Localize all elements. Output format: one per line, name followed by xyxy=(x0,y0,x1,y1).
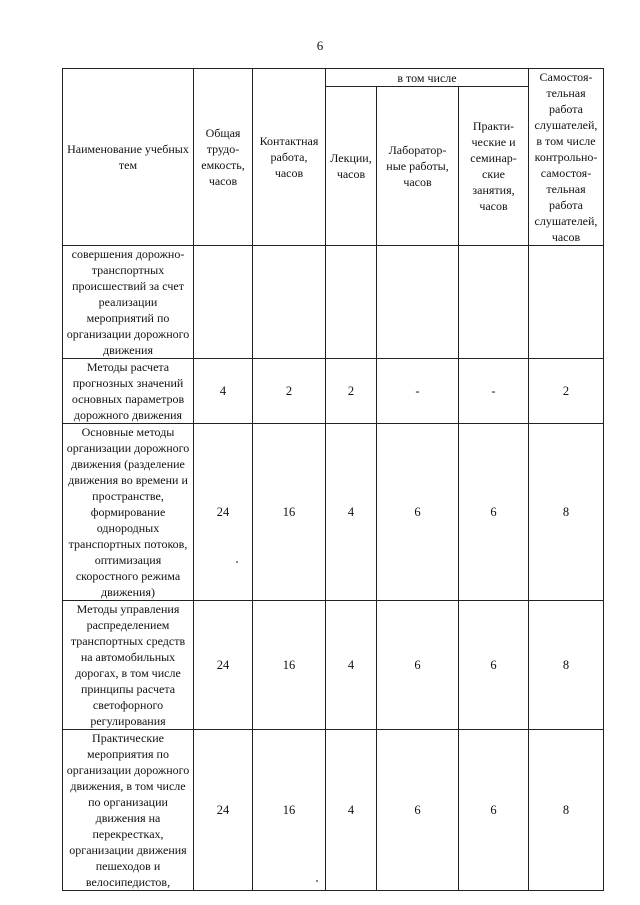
lectures-cell: 2 xyxy=(326,359,377,424)
lectures-cell: 4 xyxy=(326,424,377,601)
lab-cell: 6 xyxy=(377,424,459,601)
header-including: в том числе xyxy=(326,69,529,87)
practical-cell: 6 xyxy=(459,730,529,891)
lab-cell: 6 xyxy=(377,601,459,730)
table-row xyxy=(63,246,604,359)
lectures-cell: 4 xyxy=(326,601,377,730)
lab-cell xyxy=(377,246,459,359)
lab-cell: 6 xyxy=(377,730,459,891)
topic-cell: совершения дорожно-транспортных происшествий за счет реализации мероприятий по организации дорожного движения xyxy=(63,246,194,359)
self-study-cell: 2 xyxy=(529,359,604,424)
topic-cell: Основные методы организации дорожного движения (разделение движения во времени и пространстве, формирование однородных транспортных потоков, оптимизация скоростного режима движения) xyxy=(63,424,194,601)
header-total-hours: Общая трудо-емкость, часов xyxy=(194,69,253,246)
lectures-cell: 4 xyxy=(326,730,377,891)
header-lab-work: Лаборатор-ные работы, часов xyxy=(377,87,459,246)
topic-cell: Методы расчета прогнозных значений основных параметров дорожного движения xyxy=(63,359,194,424)
total-hours-cell: 4 xyxy=(194,359,253,424)
table-row xyxy=(63,359,604,424)
self-study-cell: 8 xyxy=(529,601,604,730)
topic-cell: Методы управления распределением транспортных средств на автомобильных дорогах, в том числе принципы расчета светофорного регулирования xyxy=(63,601,194,730)
topic-cell: Практические мероприятия по организации дорожного движения, в том числе по организации движения на перекрестках, организации движения пешеходов и велосипедистов, xyxy=(63,730,194,891)
scan-speck xyxy=(236,561,238,563)
page-number: 6 xyxy=(316,38,324,53)
self-study-cell xyxy=(529,246,604,359)
contact-hours-cell: 2 xyxy=(253,359,326,424)
contact-hours-cell: 16 xyxy=(253,730,326,891)
header-lectures: Лекции, часов xyxy=(326,87,377,246)
header-self-study: Самостоя-тельная работа слушателей, в том числе контрольно-самостоя-тельная работа слушателей, часов xyxy=(529,69,604,246)
total-hours-cell: 24 xyxy=(194,424,253,601)
header-contact-hours: Контактная работа, часов xyxy=(253,69,326,246)
table-row xyxy=(63,424,604,601)
header-practical: Практи-ческие и семинар-ские занятия, часов xyxy=(459,87,529,246)
practical-cell: 6 xyxy=(459,601,529,730)
total-hours-cell: 24 xyxy=(194,730,253,891)
contact-hours-cell: 16 xyxy=(253,424,326,601)
contact-hours-cell: 16 xyxy=(253,601,326,730)
total-hours-cell xyxy=(194,246,253,359)
curriculum-table xyxy=(62,68,604,891)
practical-cell: 6 xyxy=(459,424,529,601)
table-row xyxy=(63,601,604,730)
header-topic-name: Наименование учебных тем xyxy=(63,69,194,246)
contact-hours-cell xyxy=(253,246,326,359)
header-row-top xyxy=(63,69,604,87)
practical-cell: - xyxy=(459,359,529,424)
self-study-cell: 8 xyxy=(529,730,604,891)
lab-cell: - xyxy=(377,359,459,424)
practical-cell xyxy=(459,246,529,359)
lectures-cell xyxy=(326,246,377,359)
total-hours-cell: 24 xyxy=(194,601,253,730)
scan-speck xyxy=(316,880,318,882)
self-study-cell: 8 xyxy=(529,424,604,601)
table-row xyxy=(63,730,604,891)
